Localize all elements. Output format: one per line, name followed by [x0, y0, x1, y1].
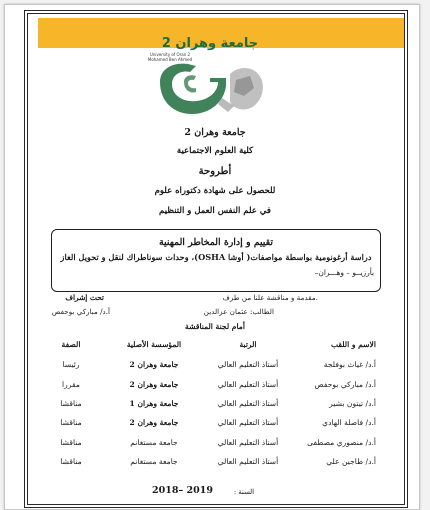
member-role: رئيسا [62, 360, 80, 369]
header-institution: المؤسسة الأصلية [126, 340, 182, 349]
member-role: مقررا [62, 380, 80, 389]
member-role: مناقشا [60, 438, 82, 447]
header-role: الصفة [61, 340, 81, 349]
member-rank: أستاذ التعليم العالي [217, 418, 279, 427]
title-line-2: دراسة أرغونومية بواسطة مواصفات( أوشا OSHA)، وحدات سوناطراك لنقل و تحويل الغاز [60, 252, 372, 262]
jury-header-row [40, 340, 376, 354]
logo-emblem-icon [138, 52, 280, 124]
table-row [40, 399, 376, 413]
presented-label: .مقدمة و مناقشة علنا من طرف [222, 293, 318, 302]
table-row [40, 418, 376, 432]
member-rank: أستاذ التعليم العالي [217, 380, 279, 389]
table-row [40, 457, 376, 471]
member-rank: أستاذ التعليم العالي [217, 457, 279, 466]
member-name: أ.د/ غياث بوفلجة [323, 360, 376, 369]
year-label: السنة : [233, 488, 254, 496]
table-row [40, 380, 376, 394]
member-rank: أستاذ التعليم العالي [217, 438, 279, 447]
member-name: أ.د/ منصوري مصطفى [307, 438, 376, 447]
member-role: مناقشا [60, 457, 82, 466]
supervisor-name: أ.د/ مباركي بوحفص [51, 307, 110, 316]
member-name: أ.د/ طاجين علي [326, 457, 376, 466]
title-line-1: تقييم و إدارة المخاطر المهنية [159, 237, 273, 248]
table-row [40, 438, 376, 452]
degree-line: للحصول على شهادة دكتوراه علوم [154, 186, 276, 196]
logo-sub-line-2: Mohamed Ben Ahmed [147, 57, 193, 62]
member-name: أ.د/ مباركي بوحفص [314, 380, 376, 389]
thesis-title-box [51, 229, 381, 292]
member-institution: جامعة وهران 2 [129, 360, 179, 369]
supervisor-label: تحت إشراف [65, 293, 104, 302]
university-name: جامعة وهران 2 [184, 127, 246, 138]
faculty-name: كلية العلوم الاجتماعية [176, 146, 254, 156]
member-name: أ.د/ تيتون بشير [329, 399, 376, 408]
jury-heading: أمام لجنة المناقشة [185, 322, 245, 331]
member-institution: جامعة مستغانم [130, 438, 178, 447]
member-role: مناقشا [60, 399, 82, 408]
header-name: الاسم و اللقب [330, 340, 376, 349]
table-row [40, 360, 376, 374]
member-institution: جامعة وهران 2 [129, 418, 179, 427]
member-institution: جامعة وهران 2 [129, 380, 179, 389]
field-line: في علم النفس العمل و التنظيم [159, 206, 271, 216]
document-type: أطروحة [198, 166, 232, 177]
logo-sub-line-1: University of Oran 2 [149, 52, 191, 57]
university-logo [138, 36, 280, 124]
logo-arabic-name: جامعة وهران 2 [161, 36, 259, 51]
member-rank: أستاذ التعليم العالي [217, 399, 279, 408]
title-line-3: بأرزيــو – وهـــران– [314, 268, 374, 277]
student-name: الطالب: عثمان عزالدين [203, 307, 274, 316]
member-institution: جامعة مستغانم [130, 457, 178, 466]
member-role: مناقشا [60, 418, 82, 427]
academic-years: 2018– 2019 [152, 485, 213, 496]
header-rank: الرتبة [239, 340, 257, 349]
member-name: أ.د/ فاصلة الهادي [322, 418, 376, 427]
member-rank: أستاذ التعليم العالي [217, 360, 279, 369]
member-institution: جامعة وهران 1 [129, 399, 179, 408]
